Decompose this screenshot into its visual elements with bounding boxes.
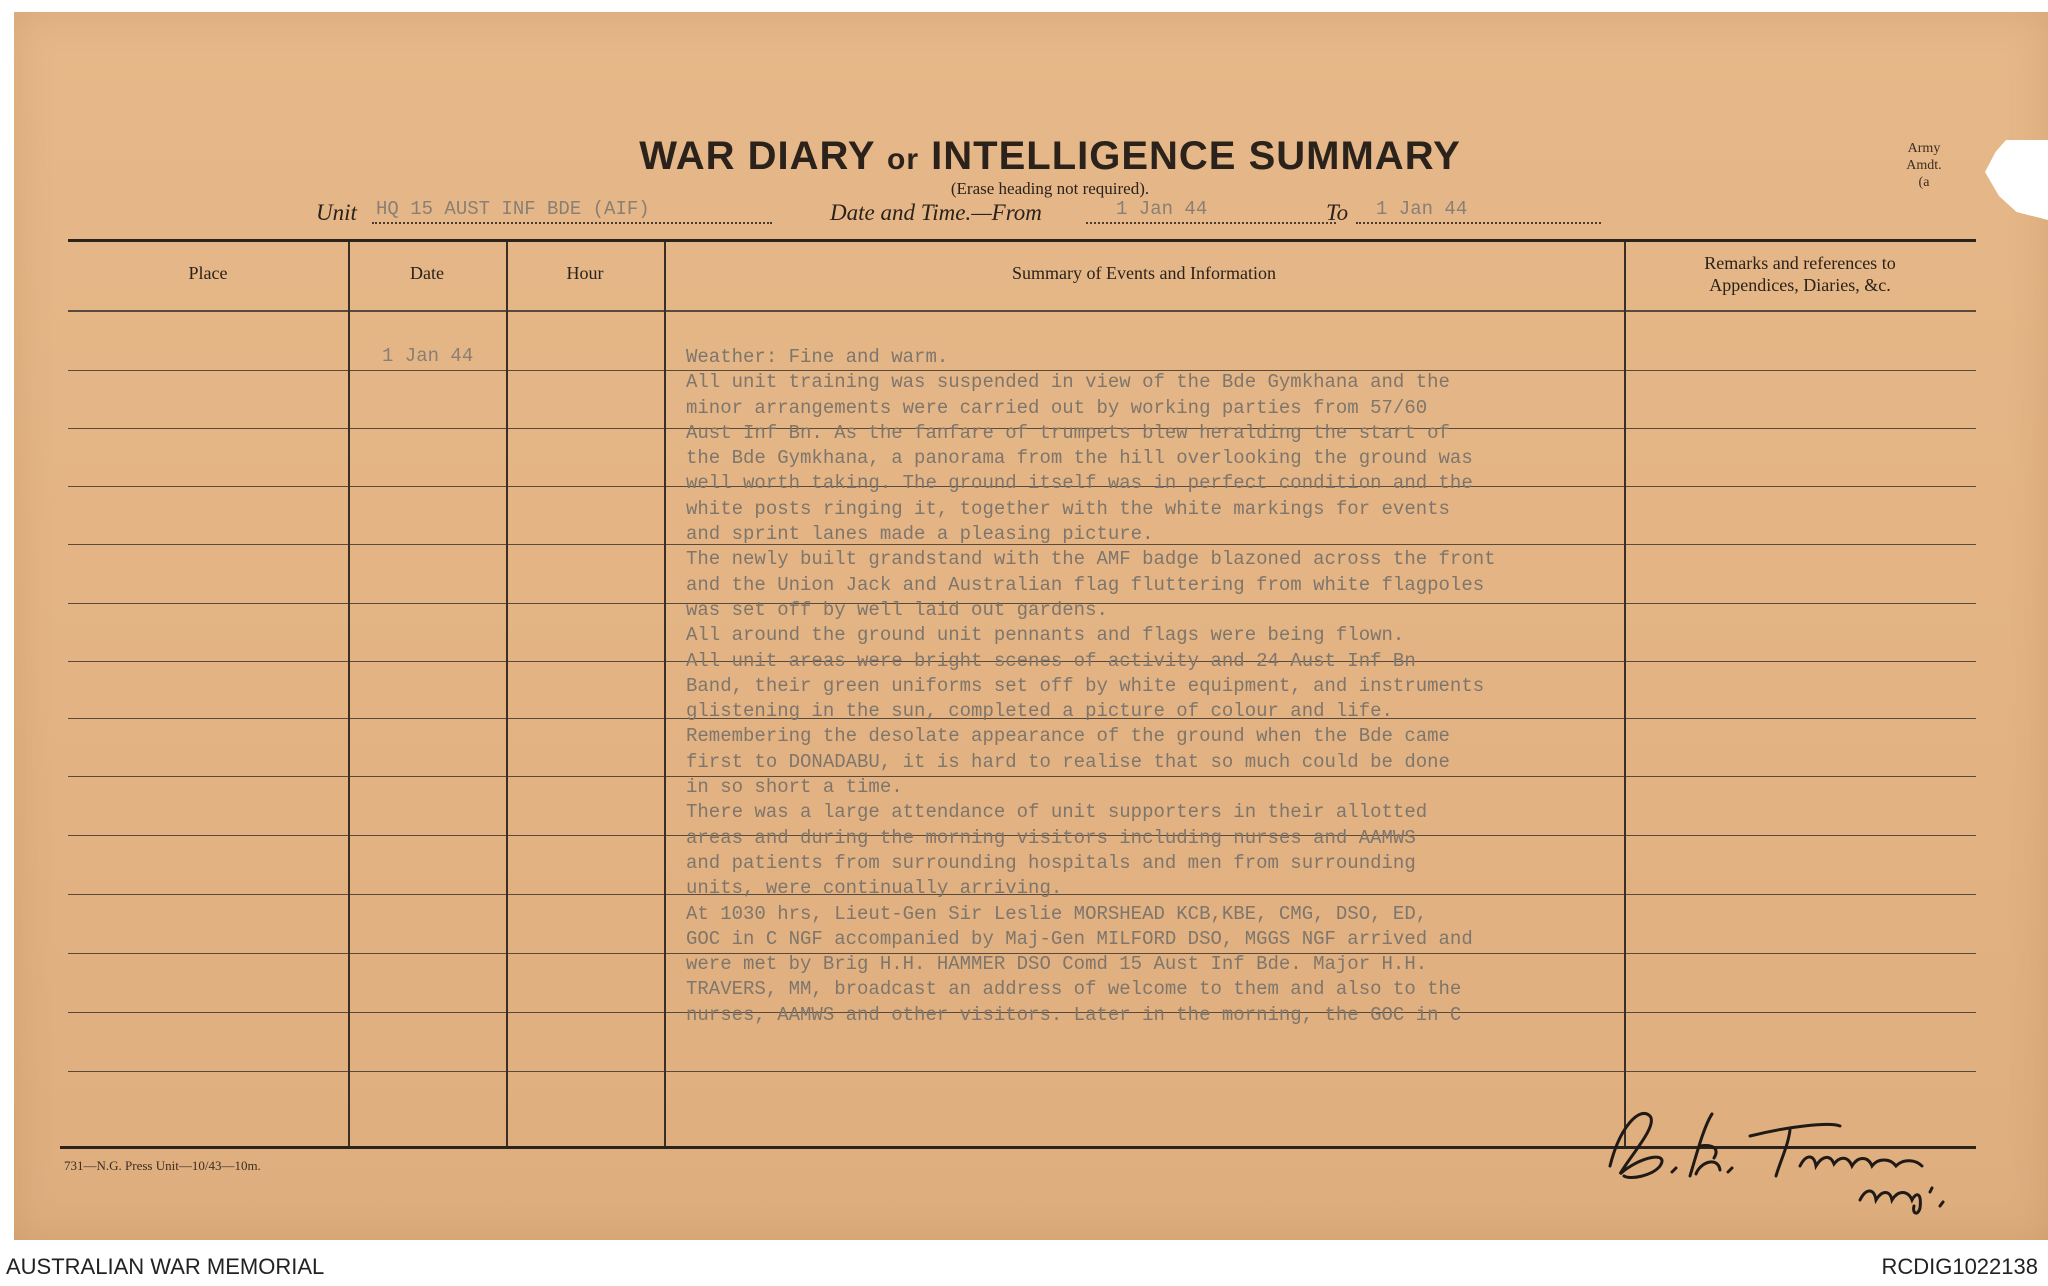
entry-line: The newly built grandstand with the AMF badge blazoned across the front <box>686 548 1496 571</box>
entry-line: There was a large attendance of unit supporters in their allotted <box>686 801 1428 824</box>
entry-line: and sprint lanes made a pleasing picture. <box>686 523 1154 546</box>
entry-line: the Bde Gymkhana, a panorama from the hill overlooking the ground was <box>686 447 1473 470</box>
from-dots <box>1086 222 1336 224</box>
column-divider <box>348 242 350 1146</box>
entry-line: and patients from surrounding hospitals and men from surrounding <box>686 851 1416 874</box>
entry-line: areas and during the morning visitors including nurses and AAMWS <box>686 826 1416 849</box>
unit-dots <box>372 222 772 224</box>
column-header-place: Place <box>188 263 228 283</box>
entry-line: Aust Inf Bn. As the fanfare of trumpets blew heralding the start of <box>686 421 1450 444</box>
table-top-rule <box>68 239 1976 242</box>
entry-line: All unit training was suspended in view of the Bde Gymkhana and the <box>686 371 1450 394</box>
from-value: 1 Jan 44 <box>1116 198 1208 220</box>
remarks-header-line-2: Appendices, Diaries, &c. <box>1709 275 1891 295</box>
entry-date: 1 Jan 44 <box>382 345 474 367</box>
row-line <box>68 1071 1976 1072</box>
army-form-box <box>1854 140 1994 191</box>
archive-left-label: AUSTRALIAN WAR MEMORIAL <box>6 1254 325 1279</box>
date-time-label: Date and Time.—From <box>830 200 1042 225</box>
remarks-header-line-1: Remarks and references to <box>1704 253 1896 273</box>
entry-line: was set off by well laid out gardens. <box>686 598 1108 621</box>
entry-line: were met by Brig H.H. HAMMER DSO Comd 15 Aust Inf Bde. Major H.H. <box>686 953 1428 976</box>
print-note: 731—N.G. Press Unit—10/43—10m. <box>64 1158 261 1173</box>
archive-caption <box>0 1254 2048 1280</box>
army-form-line-1: Army <box>1907 141 1941 156</box>
page-subtitle: (Erase heading not required). <box>950 179 1150 198</box>
entry-line: minor arrangements were carried out by working parties from 57/60 <box>686 396 1428 419</box>
column-header-hour: Hour <box>566 263 604 283</box>
column-header-date: Date <box>410 263 444 283</box>
signature <box>1600 1096 1960 1216</box>
entry-line: All around the ground unit pennants and flags were being flown. <box>686 624 1405 647</box>
archive-id: RCDIG1022138 <box>1881 1254 2038 1279</box>
entry-line: Band, their green uniforms set off by white equipment, and instruments <box>686 674 1485 697</box>
unit-label: Unit <box>316 200 357 225</box>
page-title <box>600 134 1500 179</box>
to-dots <box>1356 222 1601 224</box>
entry-line: TRAVERS, MM, broadcast an address of welcome to them and also to the <box>686 978 1462 1001</box>
unit-value: HQ 15 AUST INF BDE (AIF) <box>376 198 650 220</box>
unit-line <box>316 200 1616 230</box>
entry-line: At 1030 hrs, Lieut-Gen Sir Leslie MORSHEAD KCB,KBE, CMG, DSO, ED, <box>686 902 1428 925</box>
entry-line: white posts ringing it, together with the white markings for events <box>686 497 1450 520</box>
entry-summary <box>686 345 1626 1028</box>
entry-line: GOC in C NGF accompanied by Maj-Gen MILFORD DSO, MGGS NGF arrived and <box>686 927 1473 950</box>
entry-line: nurses, AAMWS and other visitors. Later in the morning, the GOC in C <box>686 1003 1462 1026</box>
title-part-2: INTELLIGENCE SUMMARY <box>931 134 1461 178</box>
entry-line: first to DONADABU, it is hard to realise that so much could be done <box>686 750 1450 773</box>
to-label: To <box>1326 200 1349 225</box>
entry-line: well worth taking. The ground itself was in perfect condition and the <box>686 472 1473 495</box>
entry-line: in so short a time. <box>686 776 903 799</box>
column-header-remarks <box>1624 252 1976 296</box>
army-form-line-3: (a <box>1918 175 1930 190</box>
title-part-1: WAR DIARY <box>639 134 875 178</box>
column-divider <box>506 242 508 1146</box>
entry-line: Weather: Fine and warm. <box>686 346 949 368</box>
entry-line: All unit areas were bright scenes of activity and 24 Aust Inf Bn <box>686 649 1416 672</box>
army-form-line-2: Amdt. <box>1906 158 1942 173</box>
entry-line: Remembering the desolate appearance of the ground when the Bde came <box>686 725 1450 748</box>
to-value: 1 Jan 44 <box>1376 198 1468 220</box>
title-or: or <box>887 143 920 176</box>
entry-line: units, were continually arriving. <box>686 877 1063 900</box>
entry-line: glistening in the sun, completed a picture of colour and life. <box>686 700 1393 723</box>
header-bottom-rule <box>68 310 1976 312</box>
column-divider <box>664 242 666 1146</box>
column-header-summary: Summary of Events and Information <box>1012 263 1276 283</box>
entry-line: and the Union Jack and Australian flag fluttering from white flagpoles <box>686 573 1485 596</box>
